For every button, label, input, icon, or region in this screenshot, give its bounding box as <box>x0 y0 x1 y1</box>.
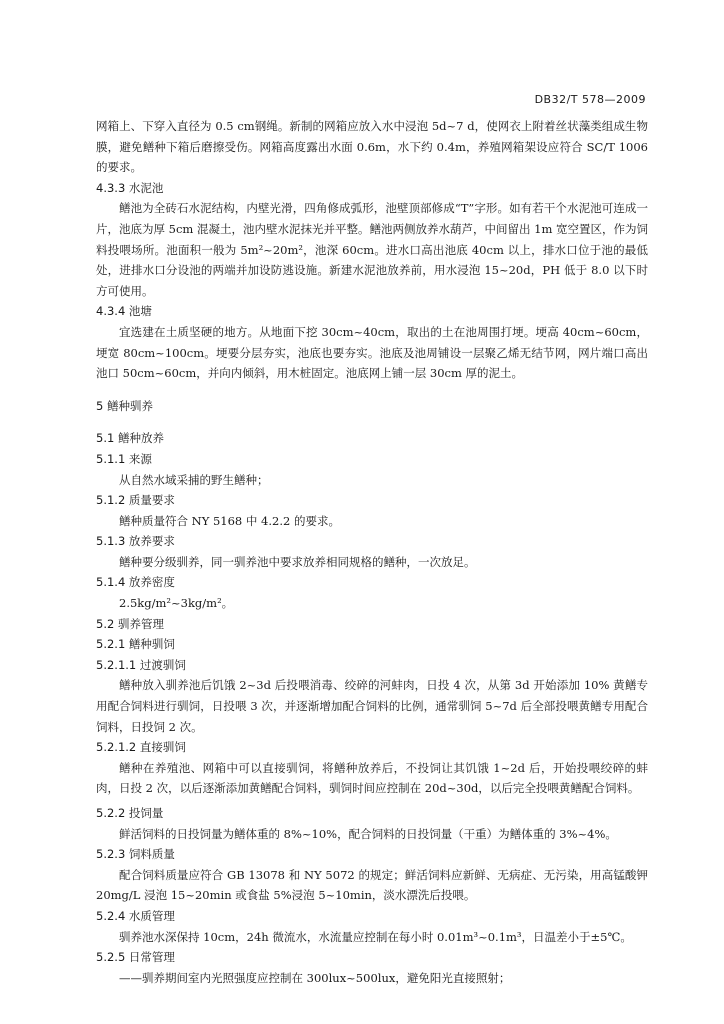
heading-5: 5 鳝种驯养 <box>96 398 153 413</box>
document-body <box>96 116 648 988</box>
paragraph-net-cage: 网箱上、下穿入直径为 0.5 cm钢绳。新制的网箱应放入水中浸泡 5d~7 d，使网衣上附着丝状藻类组成生物膜，避免鳝种下箱后磨擦受伤。网箱高度露出水面 0.6m，水下约 0.4m，养殖网箱架设应符合 SC/T 1006 的要求。 <box>96 119 648 175</box>
paragraph-feed-quality: 配合饲料质量应符合 GB 13078 和 NY 5072 的规定；鲜活饲料应新鲜、无病症、无污染，用高锰酸钾 20mg/L 浸泡 15~20min 或食盐 5%浸泡 5~10min，淡水漂洗后投喂。 <box>96 867 648 903</box>
paragraph-transition-feeding: 鳝种放入驯养池后饥饿 2~3d 后投喂消毒、绞碎的河蚌肉，日投 4 次，从第 3d 开始添加 10% 黄鳝专用配合饲料进行驯饲，日投喂 3 次，并逐渐增加配合饲料的比例，通常驯饲 5~7d 后全部投喂黄鳝专用配合饲料，日投饲 2 次。 <box>96 678 648 734</box>
heading-4-3-4: 4.3.4 池塘 <box>96 304 152 319</box>
paragraph-cement-pool: 鳝池为全砖石水泥结构，内壁光滑，四角修成弧形，池壁顶部修成“T”字形。如有若干个水泥池可连成一片，池底为厚 5cm 混凝土，池内壁水泥抹光并平整。鳝池两侧放养水葫芦，中间留出 1m 宽空置区，作为饲料投喂场所。池面积一般为 5m²~20m²，池深 60cm。进水口高出池底 40cm 以上，排水口位于池的最低处，进排水口分设池的两端并加设防逃设施。新建水泥池放养前，用水浸泡 15~20d，PH 低于 8.0 以下时方可使用。 <box>96 201 649 298</box>
heading-5-2-3: 5.2.3 饲料质量 <box>96 847 175 862</box>
heading-5-2-1-2: 5.2.1.2 直接驯饲 <box>96 740 186 755</box>
paragraph-quality: 鳝种质量符合 NY 5168 中 4.2.2 的要求。 <box>119 513 340 528</box>
heading-5-2: 5.2 驯养管理 <box>96 616 164 631</box>
heading-5-1-1: 5.1.1 来源 <box>96 451 152 466</box>
heading-5-1: 5.1 鳝种放养 <box>96 431 164 446</box>
document-code-header: DB32/T 578—2009 <box>534 93 646 106</box>
heading-5-1-3: 5.1.3 放养要求 <box>96 534 175 549</box>
heading-5-2-1-1: 5.2.1.1 过渡驯饲 <box>96 657 186 672</box>
paragraph-source: 从自然水域采捕的野生鳝种； <box>119 472 269 487</box>
heading-5-2-1: 5.2.1 鳝种驯饲 <box>96 637 175 652</box>
paragraph-stocking-req: 鳝种要分级驯养，同一驯养池中要求放养相同规格的鳝种，一次放足。 <box>119 554 476 569</box>
paragraph-pond: 宜选建在土质坚硬的地方。从地面下挖 30cm~40cm，取出的土在池周围打埂。埂高 40cm~60cm，埂宽 80cm~100cm。埂要分层夯实，池底也要夯实。池底及池周铺设一层聚乙烯无结节网，网片端口高出池口 50cm~60cm，并向内倾斜，用木桩固定。池底网上铺一层 30cm 厚的泥土。 <box>96 324 648 381</box>
heading-5-2-4: 5.2.4 水质管理 <box>96 908 175 923</box>
paragraph-water-quality: 驯养池水深保持 10cm，24h 微流水，水流量应控制在每小时 0.01m³~0.1m³，日温差小于±5℃。 <box>119 929 632 944</box>
paragraph-feed-amount: 鲜活饲料的日投饲量为鳝体重的 8%~10%，配合饲料的日投饲量（干重）为鳝体重的 3%~4%。 <box>119 826 617 841</box>
heading-5-1-4: 5.1.4 放养密度 <box>96 575 175 590</box>
paragraph-daily-management: ——驯养期间室内光照强度应控制在 300lux~500lux，避免阳光直接照射； <box>119 970 511 985</box>
heading-4-3-3: 4.3.3 水泥池 <box>96 180 164 195</box>
heading-5-2-5: 5.2.5 日常管理 <box>96 950 175 965</box>
heading-5-2-2: 5.2.2 投饲量 <box>96 806 164 820</box>
paragraph-density: 2.5kg/m²~3kg/m²。 <box>119 596 234 611</box>
paragraph-direct-feeding: 鳝种在养殖池、网箱中可以直接驯饲，将鳝种放养后，不投饲让其饥饿 1~2d 后，开始投喂绞碎的蚌肉，日投 2 次，以后逐渐添加黄鳝配合饲料，驯饲时间应控制在 20d~30d，以后完全投喂黄鳝配合饲料。 <box>96 760 648 796</box>
heading-5-1-2: 5.1.2 质量要求 <box>96 493 175 508</box>
